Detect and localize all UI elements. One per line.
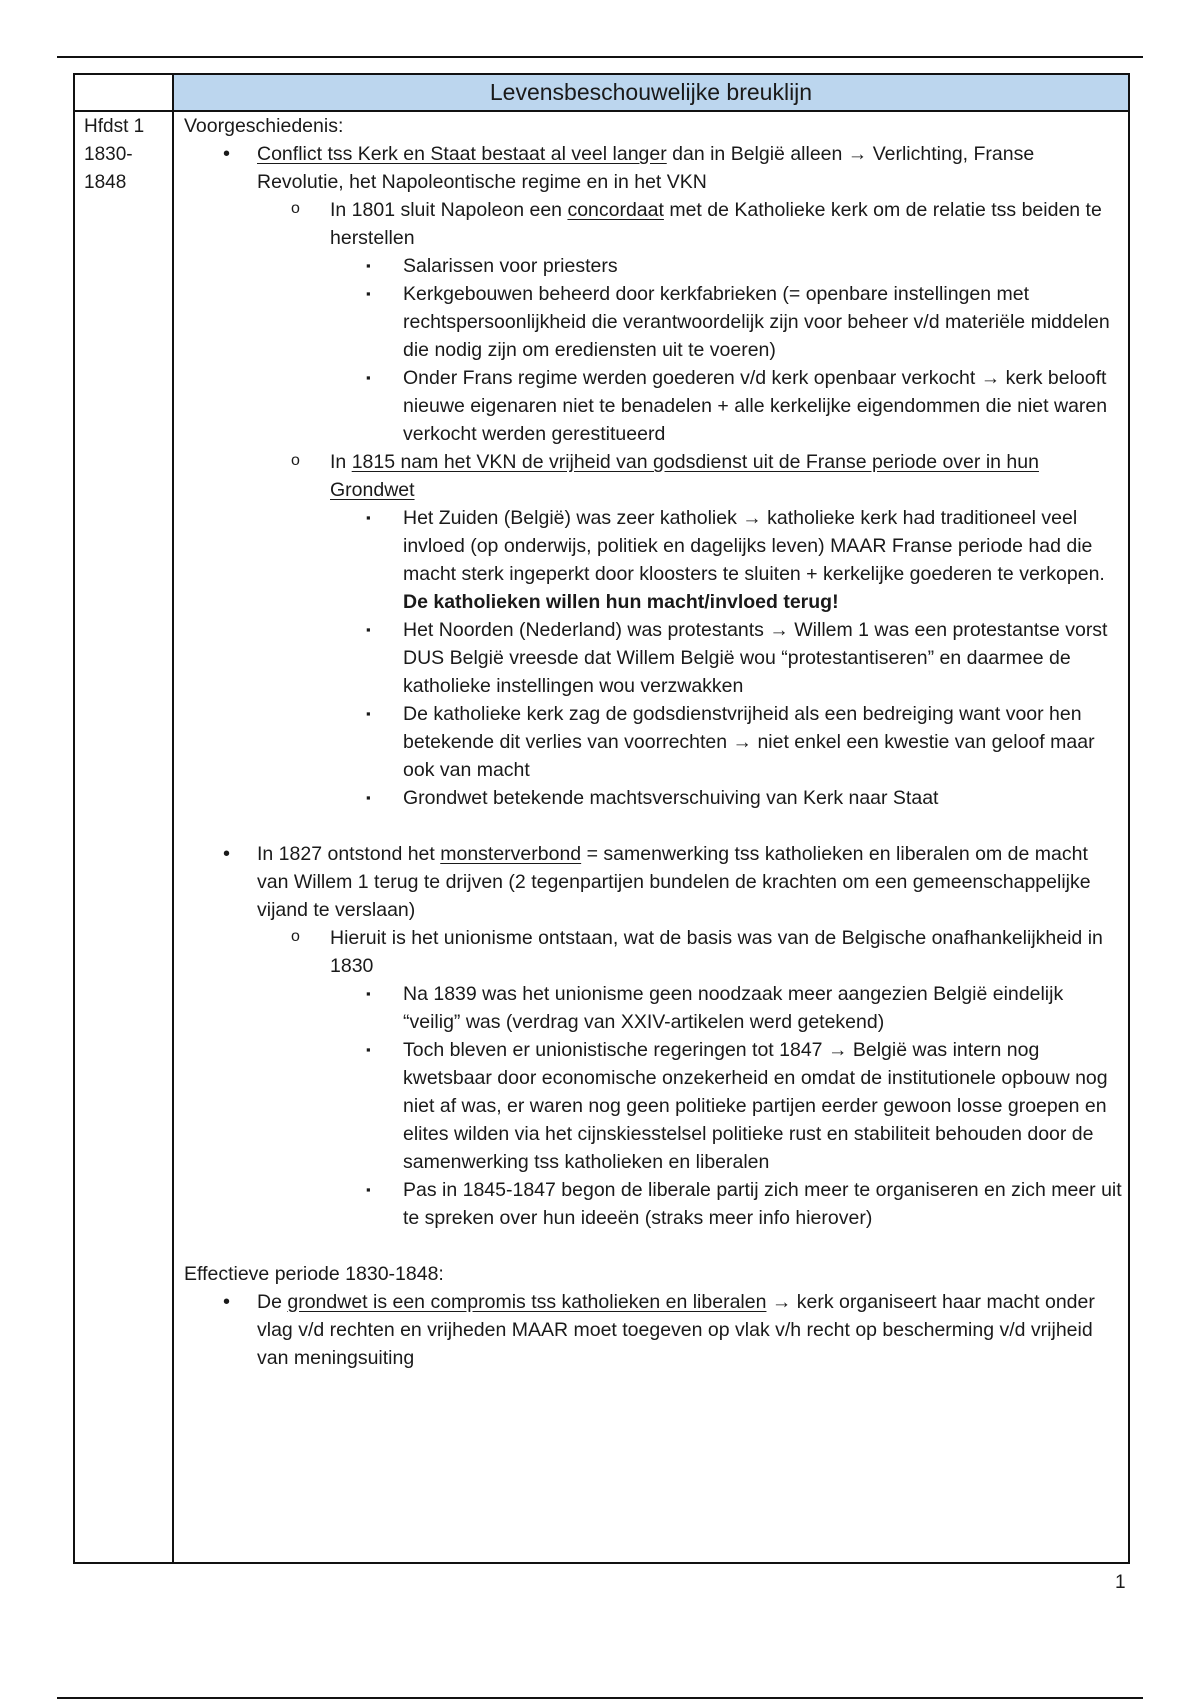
chapter-label bbox=[84, 113, 170, 197]
sub-sub-list bbox=[330, 504, 1124, 812]
list-text: Hieruit is het unionisme ontstaan, wat de basis was van de Belgische onafhankelijkheid in 1830 bbox=[330, 927, 1103, 977]
list-item: ▪ Salarissen voor priesters bbox=[330, 252, 1124, 280]
chapter-label-line: Hfdst 1 bbox=[84, 116, 145, 137]
notes-content bbox=[184, 112, 1124, 1372]
section-title: Effectieve periode 1830-1848: bbox=[184, 1263, 444, 1285]
list-item bbox=[257, 196, 1124, 448]
table-header-title: Levensbeschouwelijke breuklijn bbox=[489, 79, 813, 105]
underlined-text: monsterverbond bbox=[440, 843, 582, 865]
list-item: ▪ Kerkgebouwen beheerd door kerkfabrieken (= openbare instellingen met rechtspersoonlijkheid die verantwoordelijk zijn voor beheer v/d materiële middelen die nodig zijn om erediensten uit te voeren) bbox=[330, 280, 1124, 364]
page-top-rule bbox=[57, 56, 1143, 58]
list-item bbox=[184, 1288, 1124, 1372]
list-text: Het Zuiden (België) was zeer katholiek → katholieke kerk had traditioneel veel invloed (op onderwijs, politiek en dagelijks leven) MAAR Franse periode had die macht sterk ingeperkt door kloosters te sluiten + kerkelijke goederen te verkopen. bbox=[403, 507, 1105, 585]
page-number: 1 bbox=[1115, 1572, 1126, 1593]
column-divider bbox=[172, 75, 174, 1562]
notes-table bbox=[73, 73, 1130, 1564]
list-text: = samenwerking tss katholieken en liberalen om de macht van Willem 1 terug te drijven (2 tegenpartijen bundelen de krachten om een gemeenschappelijke vijand te verslaan) bbox=[257, 843, 1091, 921]
list-text: In 1801 sluit Napoleon een bbox=[330, 199, 568, 221]
list-item bbox=[330, 504, 1124, 616]
underlined-text: concordaat bbox=[567, 199, 664, 221]
underlined-text: 1815 nam het VKN de vrijheid van godsdienst uit de Franse periode over in hun Grondwet bbox=[330, 451, 1039, 501]
page-bottom-rule bbox=[57, 1697, 1143, 1699]
list-text: In 1827 ontstond het bbox=[257, 843, 441, 865]
sub-sub-list bbox=[330, 980, 1124, 1232]
table-header bbox=[174, 75, 1128, 112]
list-item: ▪ Toch bleven er unionistische regeringen tot 1847 → België was intern nog kwetsbaar door economische onzekerheid en omdat de institutionele opbouw nog niet af was, er waren nog geen politieke partijen eerder gewoon losse groepen en elites wilden via het cijnskiesstelsel politieke rust en stabiliteit behouden door de samenwerking tss katholieken en liberalen bbox=[330, 1036, 1124, 1176]
list-item: ▪ Pas in 1845-1847 begon de liberale partij zich meer te organiseren en zich meer uit te spreken over hun ideeën (straks meer info hierover) bbox=[330, 1176, 1124, 1232]
list-item: ▪ Onder Frans regime werden goederen v/d kerk openbaar verkocht → kerk belooft nieuwe eigenaren niet te benadelen + alle kerkelijke eigendommen die niet waren verkocht werden gerestitueerd bbox=[330, 364, 1124, 448]
list-item: ▪ Grondwet betekende machtsverschuiving van Kerk naar Staat bbox=[330, 784, 1124, 812]
list-item bbox=[257, 924, 1124, 1232]
sub-sub-list bbox=[330, 252, 1124, 448]
bullet-list bbox=[184, 140, 1124, 812]
list-item: ▪ Het Noorden (Nederland) was protestants → Willem 1 was een protestantse vorst DUS België vreesde dat Willem België wou “protestantiseren” en daarmee de katholieke instellingen wou verzwakken bbox=[330, 616, 1124, 700]
list-text: dan in België alleen → Verlichting, Franse Revolutie, het Napoleontische regime en in het VKN bbox=[257, 143, 1035, 193]
chapter-label-line: 1830- bbox=[84, 144, 133, 165]
header-blank-cell bbox=[75, 75, 172, 112]
bullet-list bbox=[184, 1288, 1124, 1372]
list-text: → kerk organiseert haar macht onder vlag v/d rechten en vrijheden MAAR moet toegeven op vlak v/h recht op bescherming v/d vrijheid van meningsuiting bbox=[257, 1291, 1095, 1369]
list-item bbox=[184, 140, 1124, 812]
sub-list bbox=[257, 924, 1124, 1232]
list-item: ▪ De katholieke kerk zag de godsdienstvrijheid als een bedreiging want voor hen betekende dit verlies van voorrechten → niet enkel een kwestie van geloof maar ook van macht bbox=[330, 700, 1124, 784]
list-text: met de Katholieke kerk om de relatie tss beiden te herstellen bbox=[330, 199, 1102, 249]
section-title: Voorgeschiedenis: bbox=[184, 115, 344, 137]
list-item: ▪ Na 1839 was het unionisme geen noodzaak meer aangezien België eindelijk “veilig” was (verdrag van XXIV-artikelen werd getekend) bbox=[330, 980, 1124, 1036]
underlined-text: Conflict tss Kerk en Staat bestaat al veel langer bbox=[257, 143, 667, 165]
list-item bbox=[257, 448, 1124, 812]
sub-list bbox=[257, 196, 1124, 812]
bold-text: De katholieken willen hun macht/invloed terug! bbox=[403, 591, 839, 613]
underlined-text: grondwet is een compromis tss katholieken en liberalen bbox=[287, 1291, 767, 1313]
list-item bbox=[184, 840, 1124, 1232]
list-text: De bbox=[257, 1291, 288, 1313]
bullet-list bbox=[184, 840, 1124, 1232]
chapter-label-line: 1848 bbox=[84, 172, 127, 193]
list-text: In bbox=[330, 451, 352, 473]
